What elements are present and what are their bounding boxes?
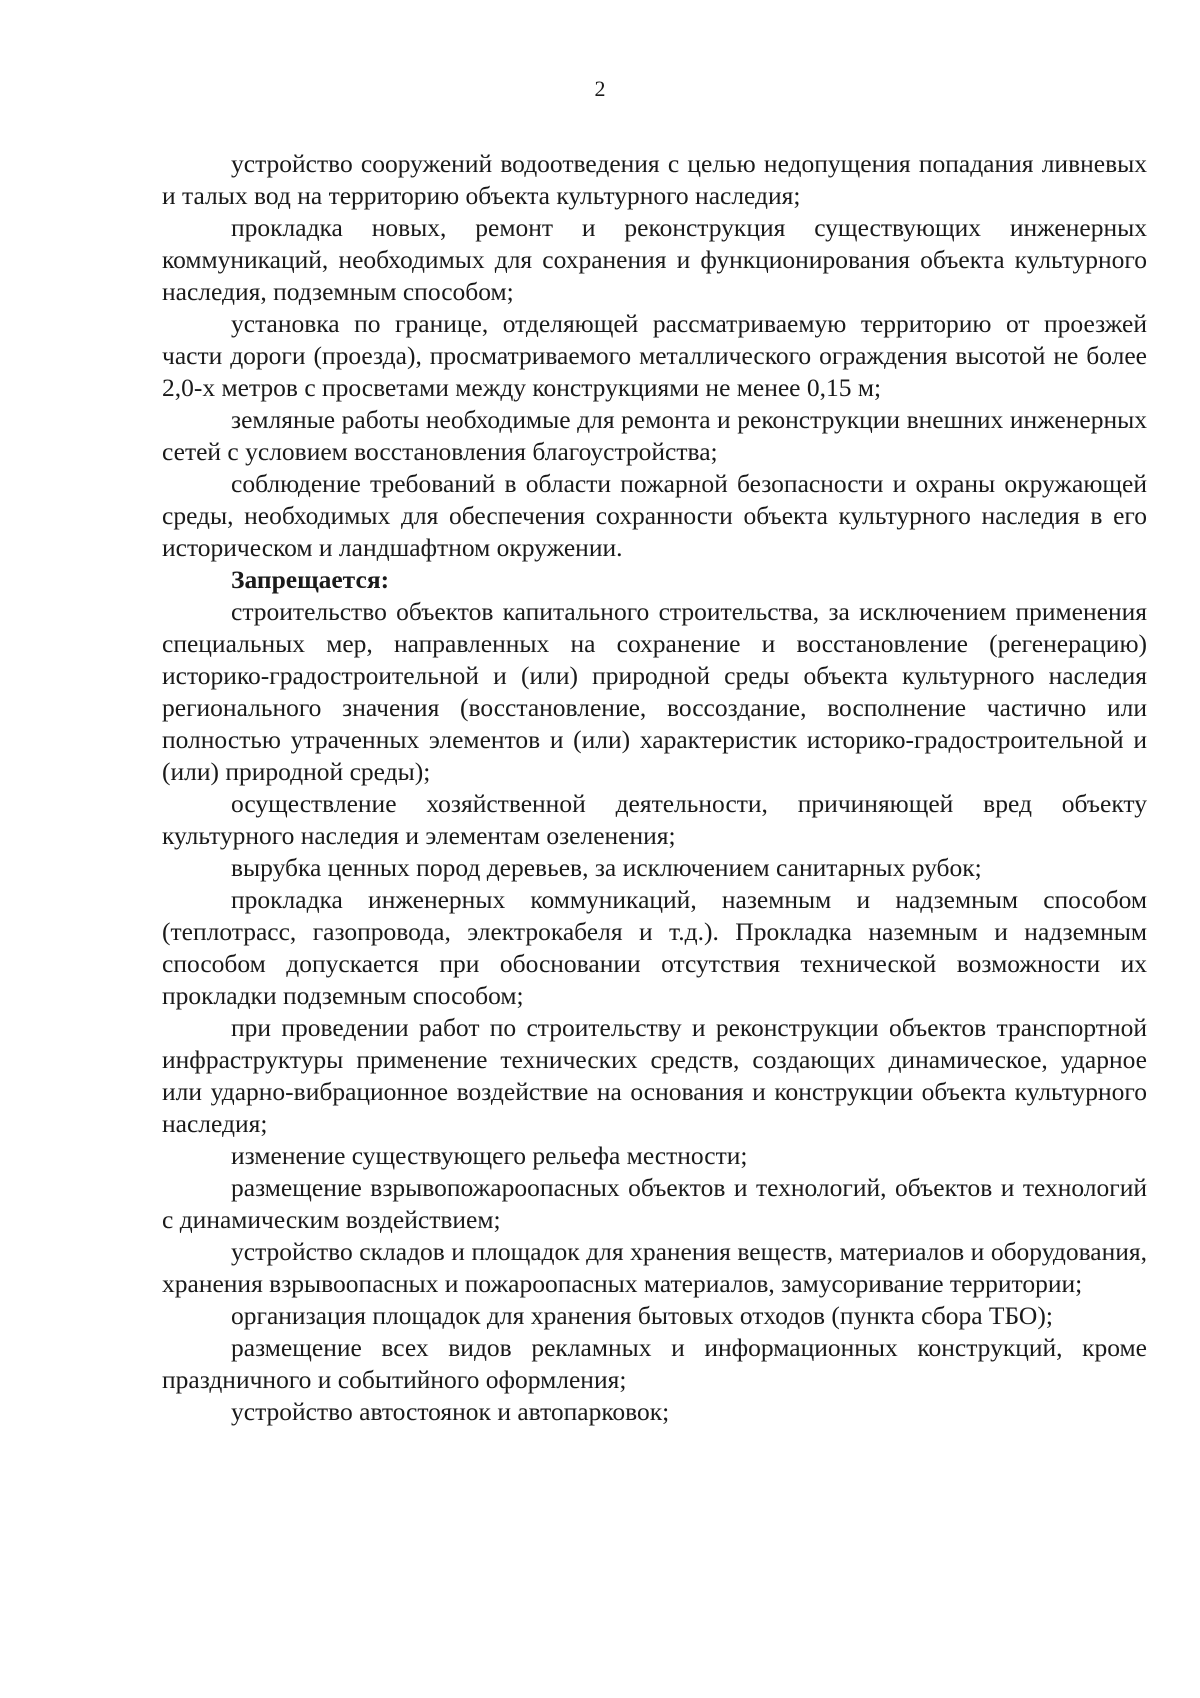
- paragraph: соблюдение требований в области пожарной безопасности и охраны окружающей среды, необходимых для обеспечения сохранности объекта культурного наследия в его историческом и ландшафтном окружении.: [162, 469, 1147, 562]
- paragraph: организация площадок для хранения бытовых отходов (пункта сбора ТБО);: [231, 1301, 1053, 1330]
- paragraph: устройство складов и площадок для хранения веществ, материалов и оборудования, хранения взрывоопасных и пожароопасных материалов, замусоривание территории;: [162, 1237, 1147, 1298]
- paragraph: при проведении работ по строительству и реконструкции объектов транспортной инфраструктуры применение технических средств, создающих динамическое, ударное или ударно-вибрационное воздействие на основания и конструкции объекта культурного наследия;: [162, 1013, 1147, 1138]
- paragraph: прокладка новых, ремонт и реконструкция существующих инженерных коммуникаций, необходимых для сохранения и функционирования объекта культурного наследия, подземным способом;: [162, 213, 1147, 306]
- paragraph: изменение существующего рельефа местности;: [231, 1141, 748, 1170]
- paragraph: прокладка инженерных коммуникаций, наземным и надземным способом (теплотрасс, газопровода, электрокабеля и т.д.). Прокладка наземным и надземным способом допускается при обосновании отсутствия технической возможности их прокладки подземным способом;: [162, 885, 1147, 1010]
- paragraph: земляные работы необходимые для ремонта и реконструкции внешних инженерных сетей с условием восстановления благоустройства;: [162, 405, 1147, 466]
- paragraph: осуществление хозяйственной деятельности, причиняющей вред объекту культурного наследия и элементам озеленения;: [162, 789, 1147, 850]
- section-heading: Запрещается:: [231, 565, 390, 594]
- paragraph: строительство объектов капитального строительства, за исключением применения специальных мер, направленных на сохранение и восстановление (регенерацию) историко-градостроительной и (или) природной среды объекта культурного наследия регионального значения (восстановление, воссоздание, восполнение частично или полностью утраченных элементов и (или) характеристик историко-градостроительной и (или) природной среды);: [162, 597, 1147, 786]
- paragraph: установка по границе, отделяющей рассматриваемую территорию от проезжей части дороги (проезда), просматриваемого металлического ограждения высотой не более 2,0-х метров с просветами между конструкциями не менее 0,15 м;: [162, 309, 1147, 402]
- paragraph: устройство сооружений водоотведения с целью недопущения попадания ливневых и талых вод на территорию объекта культурного наследия;: [162, 149, 1147, 210]
- paragraph: размещение взрывопожароопасных объектов и технологий, объектов и технологий с динамическим воздействием;: [162, 1173, 1147, 1234]
- paragraph: вырубка ценных пород деревьев, за исключением санитарных рубок;: [231, 853, 982, 882]
- paragraph: устройство автостоянок и автопарковок;: [231, 1397, 670, 1426]
- page-number: 2: [594, 76, 606, 101]
- document-body: [162, 148, 1147, 1428]
- paragraph: размещение всех видов рекламных и информационных конструкций, кроме праздничного и событийного оформления;: [162, 1333, 1147, 1394]
